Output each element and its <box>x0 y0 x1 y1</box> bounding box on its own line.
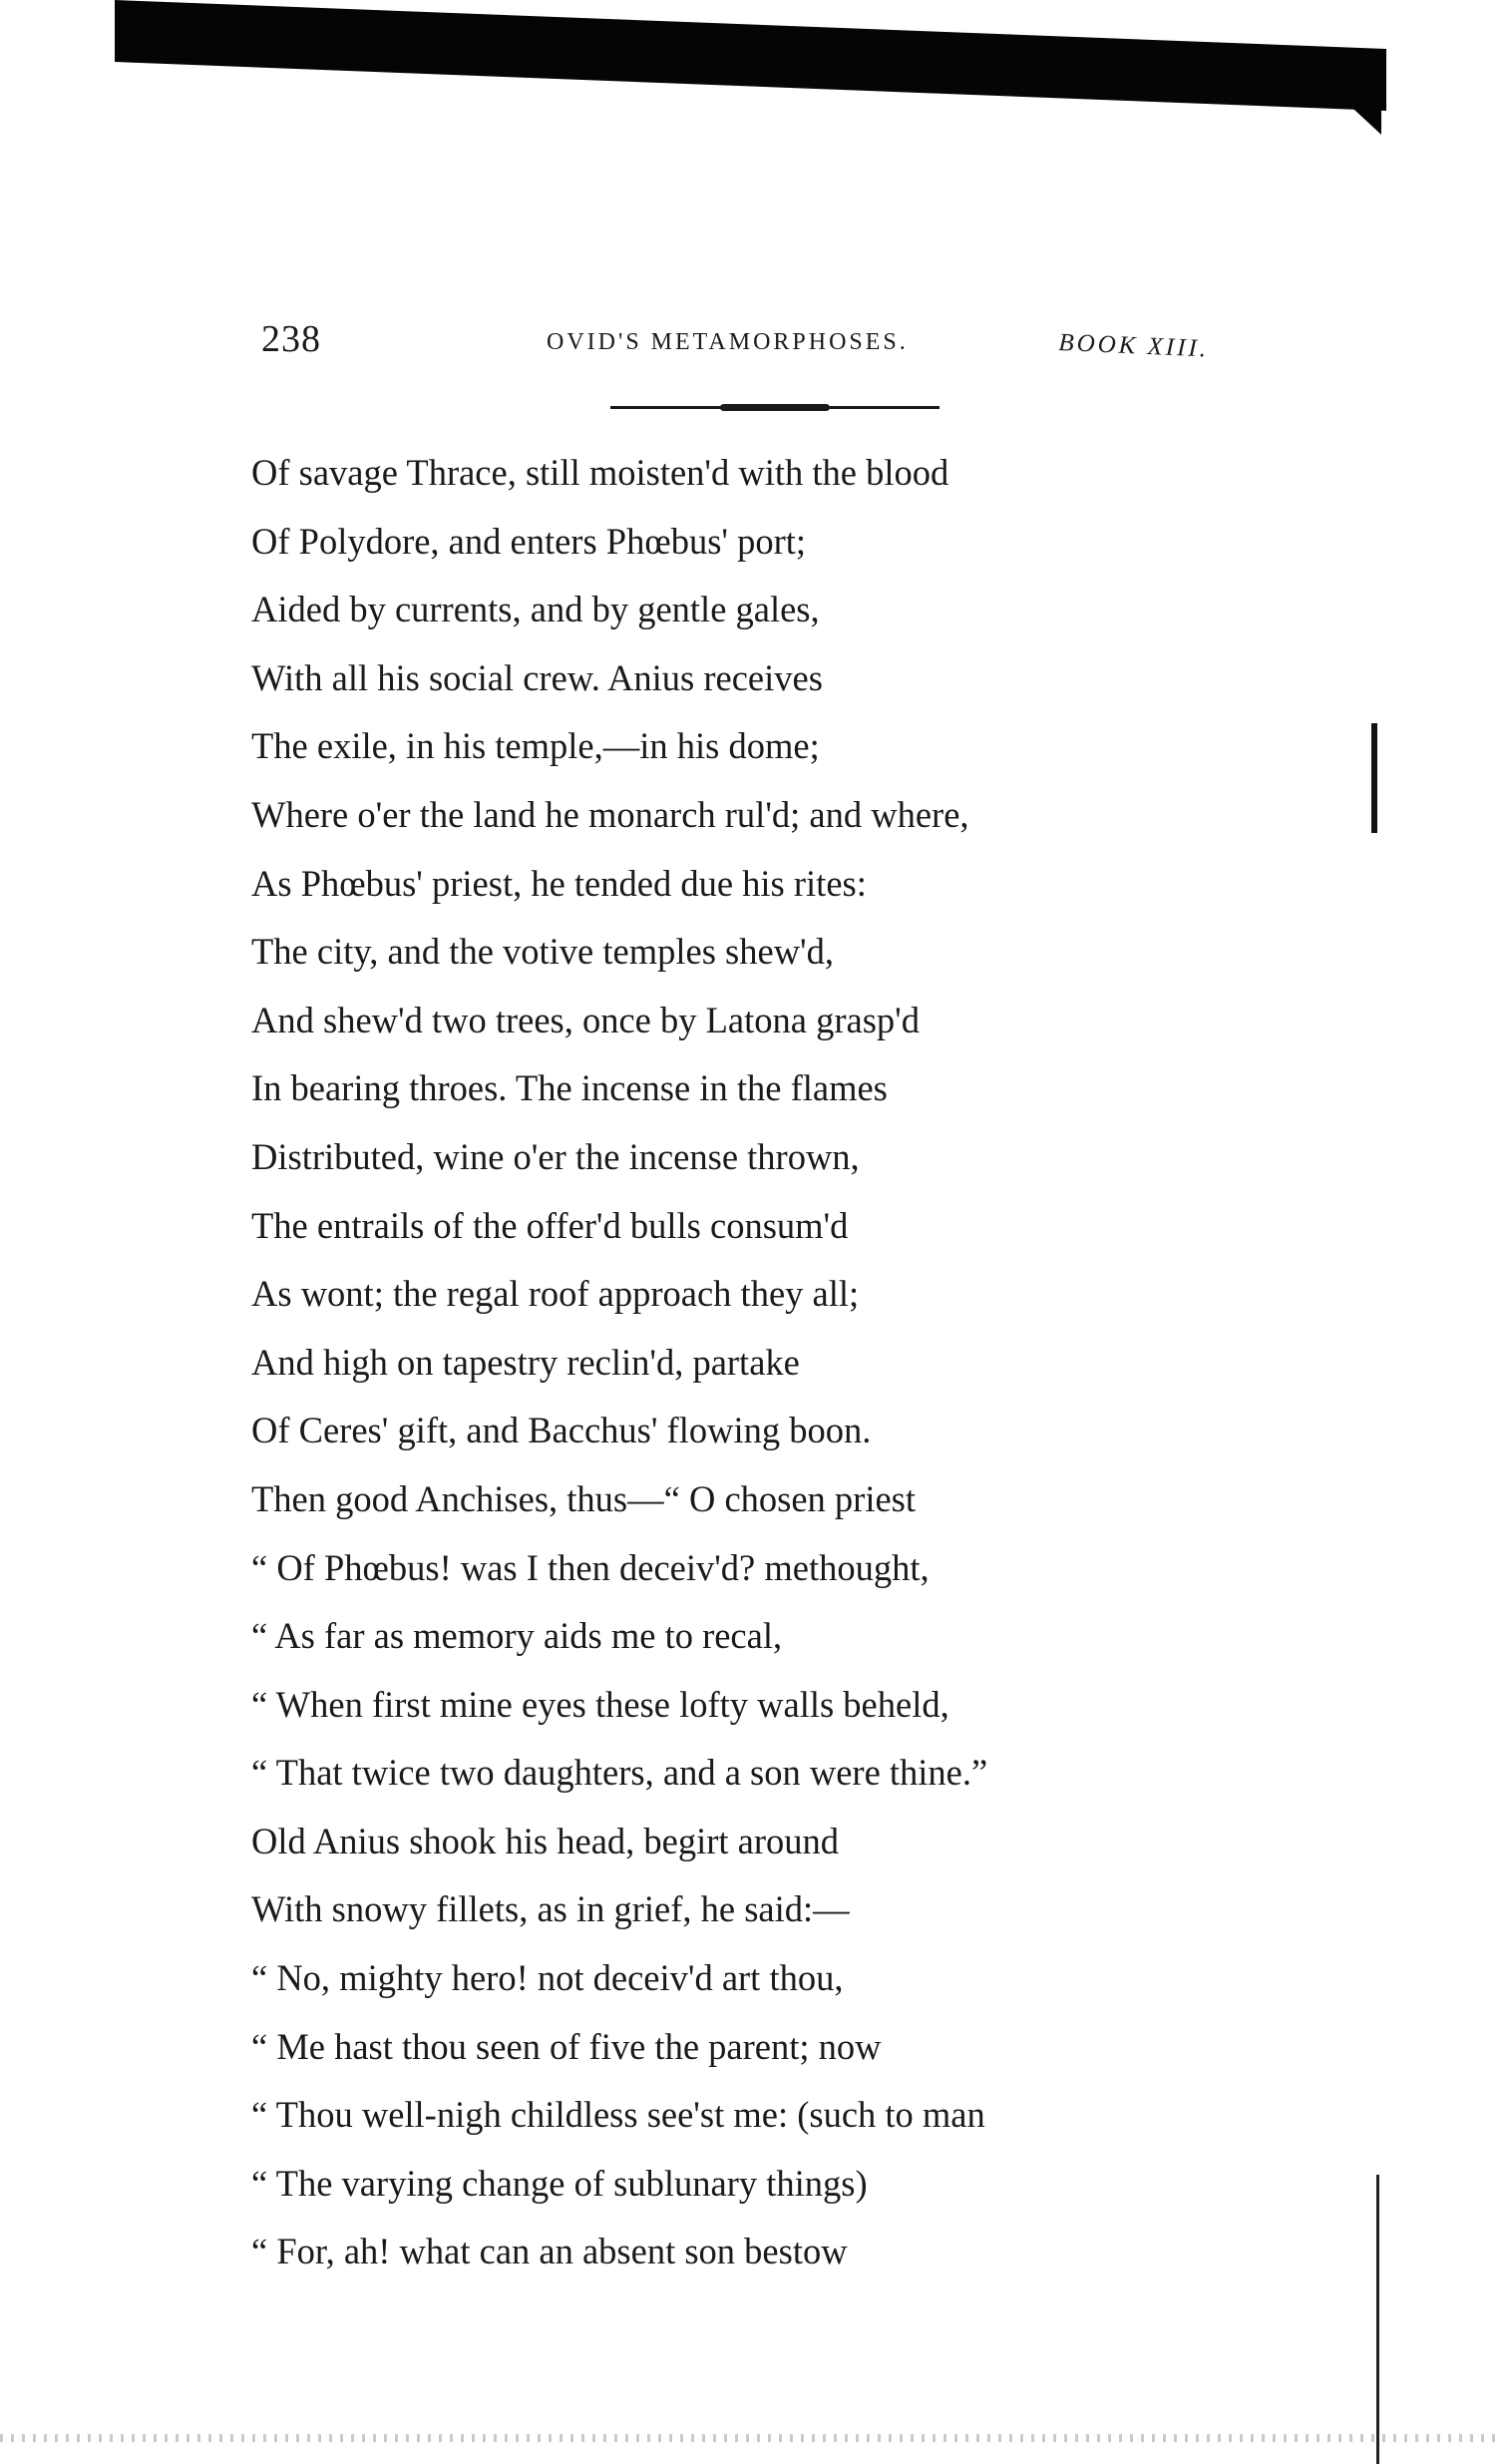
verse-line: Aided by currents, and by gentle gales, <box>251 589 820 630</box>
verse-line: “ That twice two daughters, and a son were thine.” <box>251 1752 988 1794</box>
verse-line: As wont; the regal roof approach they all; <box>251 1273 860 1315</box>
verse-line: The city, and the votive temples shew'd, <box>251 931 834 973</box>
verse-line: The entrails of the offer'd bulls consum'd <box>251 1204 849 1246</box>
verse-line: “ Of Phœbus! was I then deceiv'd? methought, <box>251 1546 930 1588</box>
book-label: BOOK XIII. <box>1057 329 1210 363</box>
margin-mark <box>1371 723 1377 833</box>
verse-line: As Phœbus' priest, he tended due his rites: <box>251 862 867 904</box>
verse-line: “ No, mighty hero! not deceiv'd art thou, <box>251 1957 844 1999</box>
verse-line: Of Polydore, and enters Phœbus' port; <box>251 520 807 562</box>
verse-line: “ As far as memory aids me to recal, <box>251 1615 783 1657</box>
verse-line: And high on tapestry reclin'd, partake <box>251 1341 800 1383</box>
verse-line: Then good Anchises, thus—“ O chosen priest <box>251 1477 917 1519</box>
verse-line: “ For, ah! what can an absent son bestow <box>251 2231 848 2272</box>
verse-line: With snowy fillets, as in grief, he said:— <box>251 1888 850 1930</box>
verse-body <box>251 439 1249 2286</box>
verse-line: “ The varying change of sublunary things) <box>251 2162 868 2204</box>
verse-line: Old Anius shook his head, begirt around <box>251 1820 840 1861</box>
verse-line: Of Ceres' gift, and Bacchus' flowing boon. <box>251 1410 872 1451</box>
verse-line: The exile, in his temple,—in his dome; <box>251 725 820 767</box>
scan-edge-bar <box>115 0 1386 111</box>
page-number: 238 <box>261 318 321 360</box>
verse-line: In bearing throes. The incense in the flames <box>251 1067 888 1109</box>
verse-line: “ When first mine eyes these lofty walls beheld, <box>251 1683 949 1725</box>
running-head <box>0 317 1505 377</box>
running-title: OVID'S METAMORPHOSES. <box>547 329 909 355</box>
verse-line: “ Thou well-nigh childless see'st me: (such to man <box>251 2094 985 2136</box>
verse-line: Distributed, wine o'er the incense thrown, <box>251 1135 860 1177</box>
verse-line: Where o'er the land he monarch rul'd; and where, <box>251 793 969 835</box>
verse-line: “ Me hast thou seen of five the parent; now <box>251 2025 882 2067</box>
page-edge-line <box>1376 2175 1379 2464</box>
header-rule <box>610 406 940 409</box>
verse-line: With all his social crew. Anius receives <box>251 656 823 698</box>
verse-line: And shew'd two trees, once by Latona grasp'd <box>251 999 920 1040</box>
verse-line: Of savage Thrace, still moisten'd with the blood <box>251 452 949 493</box>
scan-noise-strip <box>0 2434 1496 2442</box>
